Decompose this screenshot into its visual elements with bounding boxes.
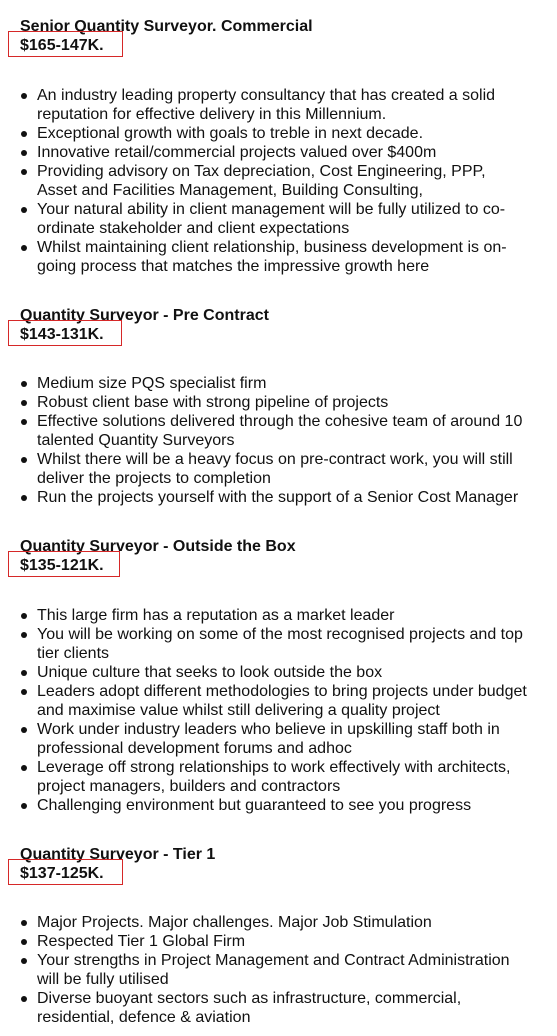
list-item: Effective solutions delivered through the cohesive team of around 10 talented Quantity Surveyors: [0, 412, 527, 450]
list-item: Innovative retail/commercial projects valued over $400m: [0, 143, 527, 162]
salary-range: $165-147K.: [20, 37, 104, 54]
list-item: Medium size PQS specialist firm: [0, 374, 527, 393]
list-item: Major Projects. Major challenges. Major Job Stimulation: [0, 913, 527, 932]
job-title: Quantity Surveyor - Pre Contract: [20, 307, 269, 324]
job-points-list: [0, 86, 527, 276]
list-item: Leaders adopt different methodologies to bring projects under budget and maximise value whilst still delivering a quality project: [0, 682, 527, 720]
list-item: Whilst there will be a heavy focus on pre-contract work, you will still deliver the projects to completion: [0, 450, 527, 488]
list-item: Your strengths in Project Management and Contract Administration will be fully utilised: [0, 951, 527, 989]
salary-range: $143-131K.: [20, 326, 104, 343]
job-points-list: [0, 374, 527, 507]
list-item: Diverse buoyant sectors such as infrastructure, commercial, residential, defence & aviation: [0, 989, 527, 1027]
list-item: Challenging environment but guaranteed to see you progress: [0, 796, 527, 815]
list-item: Exceptional growth with goals to treble in next decade.: [0, 124, 527, 143]
job-title: Quantity Surveyor - Outside the Box: [20, 538, 296, 555]
job-points-list: [0, 606, 527, 815]
list-item: Robust client base with strong pipeline of projects: [0, 393, 527, 412]
job-title: Quantity Surveyor - Tier 1: [20, 846, 216, 863]
list-item: Unique culture that seeks to look outside the box: [0, 663, 527, 682]
salary-range: $135-121K.: [20, 557, 104, 574]
list-item: Providing advisory on Tax depreciation, Cost Engineering, PPP, Asset and Facilities Management, Building Consulting,: [0, 162, 527, 200]
job-points-list: [0, 913, 527, 1027]
job-title: Senior Quantity Surveyor. Commercial: [20, 18, 313, 35]
list-item: Run the projects yourself with the support of a Senior Cost Manager: [0, 488, 527, 507]
list-item: An industry leading property consultancy that has created a solid reputation for effective delivery in this Millennium.: [0, 86, 527, 124]
list-item: Whilst maintaining client relationship, business development is on-going process that matches the impressive growth here: [0, 238, 527, 276]
list-item: You will be working on some of the most recognised projects and top tier clients: [0, 625, 527, 663]
list-item: This large firm has a reputation as a market leader: [0, 606, 527, 625]
list-item: Your natural ability in client management will be fully utilized to co-ordinate stakeholder and client expectations: [0, 200, 527, 238]
salary-range: $137-125K.: [20, 865, 104, 882]
list-item: Leverage off strong relationships to work effectively with architects, project managers, builders and contractors: [0, 758, 527, 796]
list-item: Respected Tier 1 Global Firm: [0, 932, 527, 951]
list-item: Work under industry leaders who believe in upskilling staff both in professional development forums and adhoc: [0, 720, 527, 758]
